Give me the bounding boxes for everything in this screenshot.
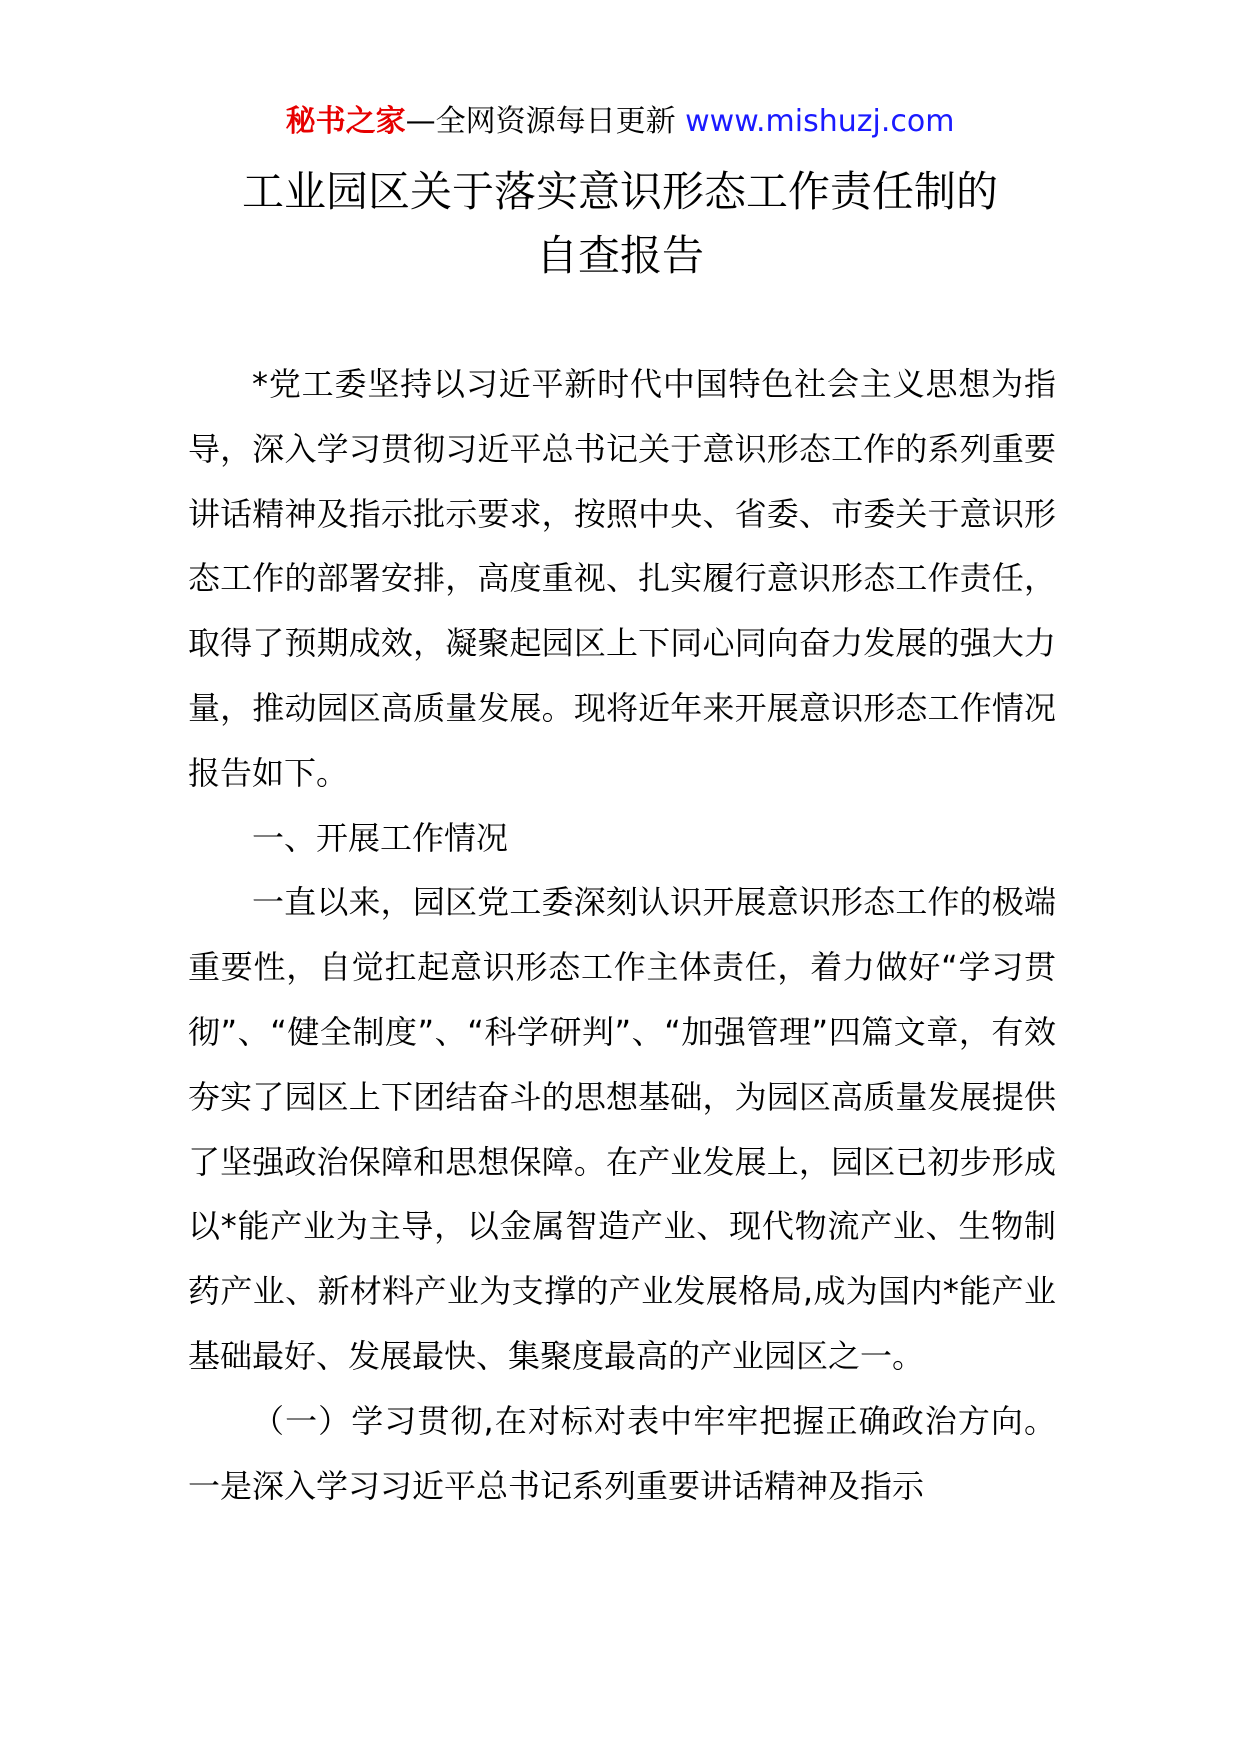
site-banner xyxy=(0,100,1240,144)
paragraph-intro: *党工委坚持以习近平新时代中国特色社会主义思想为指导，深入学习贯彻习近平总书记关于意识形态工作的系列重要讲话精神及指示批示要求，按照中央、省委、市委关于意识形态工作的部署安排，高度重视、扎实履行意识形态工作责任，取得了预期成效，凝聚起园区上下同心同向奋力发展的强大力量，推动园区高质量发展。现将近年来开展意识形态工作情况报告如下。 xyxy=(188,365,1056,792)
section-heading-1: 一、开展工作情况 xyxy=(252,818,509,857)
site-slogan: —全网资源每日更新 xyxy=(405,104,686,139)
paragraph-overview: 一直以来，园区党工委深刻认识开展意识形态工作的极端重要性，自觉扛起意识形态工作主体责任，着力做好“学习贯彻”、“健全制度”、“科学研判”、“加强管理”四篇文章，有效夯实了园区上下团结奋斗的思想基础，为园区高质量发展提供了坚强政治保障和思想保障。在产业发展上，园区已初步形成以*能产业为主导，以金属智造产业、现代物流产业、生物制药产业、新材料产业为支撑的产业发展格局,成为国内*能产业基础最好、发展最快、集聚度最高的产业园区之一。 xyxy=(188,883,1056,1375)
document-title-line-2: 自查报告 xyxy=(535,231,704,280)
document-title xyxy=(0,160,1240,288)
document-title-line-1: 工业园区关于落实意识形态工作责任制的 xyxy=(241,167,998,216)
document-body xyxy=(188,352,1056,1518)
site-url-link[interactable]: www.mishuzj.com xyxy=(685,104,955,139)
paragraph-subsection-1: （一）学习贯彻,在对标对表中牢牢把握正确政治方向。一是深入学习习近平总书记系列重要讲话精神及指示 xyxy=(188,1401,1056,1505)
site-brand-name: 秘书之家 xyxy=(285,104,406,139)
